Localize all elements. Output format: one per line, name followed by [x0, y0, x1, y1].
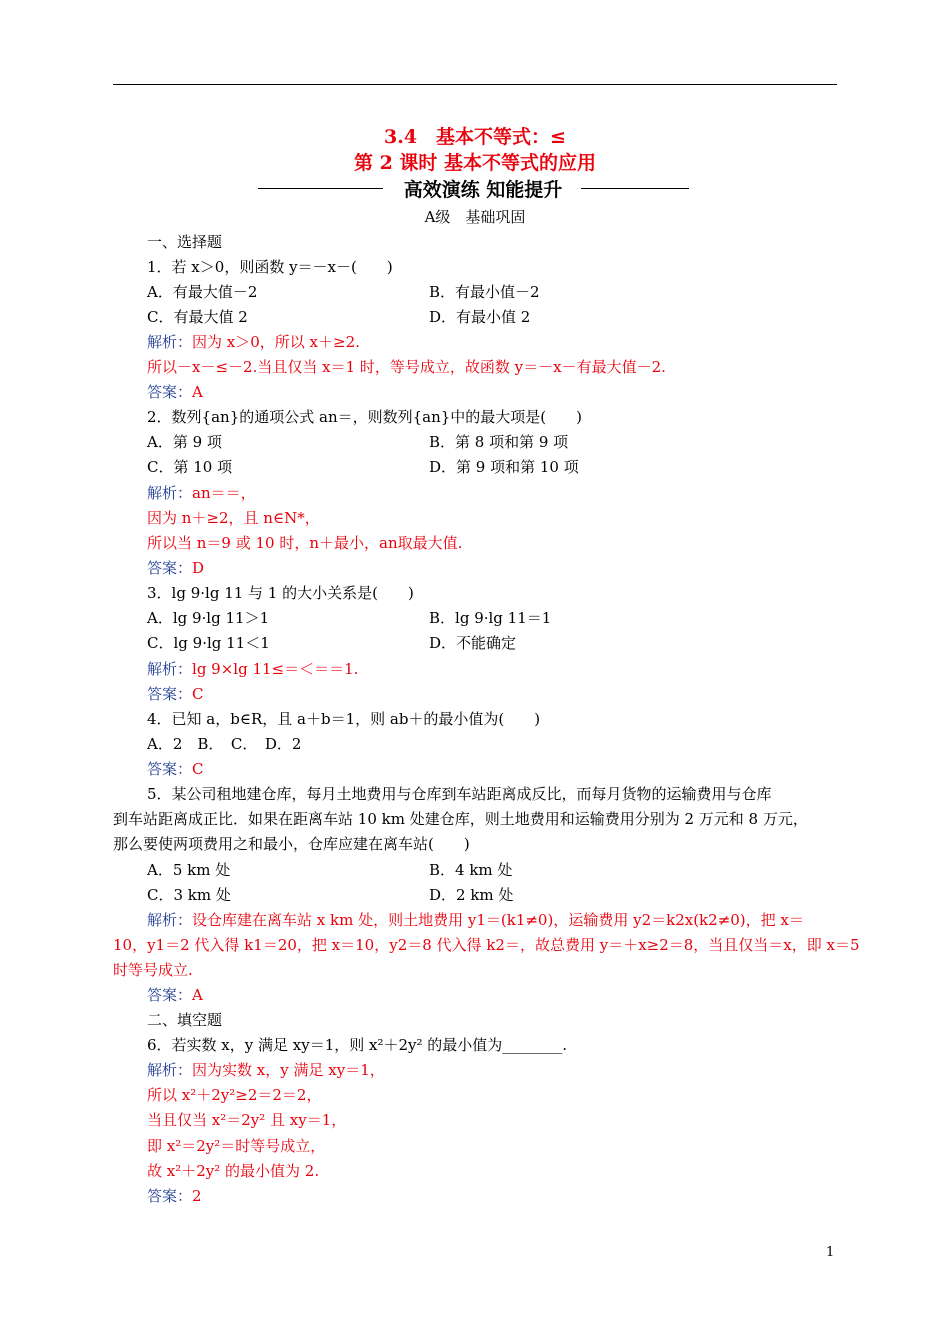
q6-stem: 6．若实数 x，y 满足 xy＝1，则 x²＋2y² 的最小值为________. — [147, 1036, 568, 1054]
q5-analysis-3: 时等号成立. — [113, 961, 193, 979]
q2-option-b: B．第 8 项和第 9 项 — [429, 433, 569, 451]
q5-option-d: D．2 km 处 — [429, 886, 514, 904]
q1-option-d: D．有最小值 2 — [429, 308, 531, 326]
banner-text: 高效演练 知能提升 — [403, 179, 563, 201]
analysis-label: 解析： — [147, 911, 193, 929]
analysis-label: 解析： — [147, 660, 193, 678]
q5-option-c: C．3 km 处 — [147, 886, 231, 904]
q3-answer — [147, 684, 204, 704]
q6-analysis-4: 即 x²＝2y²＝时等号成立， — [147, 1137, 326, 1155]
q5-analysis-2: 10，y1＝2 代入得 k1＝20，把 x＝10，y2＝8 代入得 k2＝，故总费用 y＝＋x≥2＝8，当且仅当＝x，即 x＝5 — [113, 936, 860, 954]
q5-analysis-1 — [147, 910, 804, 930]
q5-answer — [147, 985, 203, 1005]
title-line-2: 第 2 课时 基本不等式的应用 — [353, 152, 597, 174]
q2-option-c: C．第 10 项 — [147, 458, 233, 476]
q5-option-a: A．5 km 处 — [147, 861, 231, 879]
header-rule — [113, 84, 837, 85]
q1-option-a: A．有最大值－2 — [147, 283, 258, 301]
banner — [0, 173, 950, 203]
level-heading: A级 基础巩固 — [424, 208, 526, 226]
section-choice: 一、选择题 — [147, 233, 223, 251]
q6-answer — [147, 1186, 202, 1206]
banner-right-rule — [581, 188, 689, 189]
q6-analysis-5: 故 x²＋2y² 的最小值为 2. — [147, 1162, 320, 1180]
q6-analysis-1-text: 因为实数 x，y 满足 xy＝1， — [192, 1061, 385, 1079]
q1-analysis-1-text: 因为 x＞0，所以 x＋≥2. — [192, 333, 360, 351]
q2-stem: 2．数列{an}的通项公式 an＝，则数列{an}中的最大项是( ) — [147, 408, 583, 426]
q6-analysis-3: 当且仅当 x²＝2y² 且 xy＝1， — [147, 1111, 347, 1129]
q3-analysis-1-text: lg 9×lg 11≤＝＜＝＝1. — [192, 660, 359, 678]
q2-analysis-3: 所以当 n＝9 或 10 时，n＋最小，an取最大值. — [147, 534, 463, 552]
q6-analysis-1 — [147, 1060, 385, 1080]
q5-analysis-1-text: 设仓库建在离车站 x km 处，则土地费用 y1＝(k1≠0)，运输费用 y2＝k2x(k2≠0)，把 x＝ — [192, 911, 804, 929]
q4-stem: 4．已知 a，b∈R，且 a＋b＝1，则 ab＋的最小值为( ) — [147, 710, 541, 728]
q5-answer-value: A — [192, 986, 203, 1004]
q2-answer — [147, 558, 204, 578]
analysis-label: 解析： — [147, 1061, 193, 1079]
q3-option-d: D．不能确定 — [429, 634, 517, 652]
q2-analysis-2: 因为 n＋≥2，且 n∈N*， — [147, 509, 320, 527]
q1-analysis-1 — [147, 332, 360, 352]
q2-analysis-1 — [147, 483, 256, 503]
page-number: 1 — [826, 1245, 835, 1260]
banner-left-rule — [258, 188, 383, 189]
q5-stem-3: 那么要使两项费用之和最小，仓库应建在离车站( ) — [113, 835, 470, 853]
section-fill: 二、填空题 — [147, 1011, 223, 1029]
q6-analysis-2: 所以 x²＋2y²≥2＝2＝2， — [147, 1086, 322, 1104]
q1-analysis-2: 所以－x－≤－2.当且仅当 x＝1 时，等号成立，故函数 y＝－x－有最大值－2. — [147, 358, 666, 376]
q2-answer-value: D — [192, 559, 205, 577]
q1-stem: 1．若 x＞0，则函数 y＝－x－( ) — [147, 258, 393, 276]
title-line-1: 3.4 基本不等式：≤ — [384, 126, 566, 148]
q3-analysis-1 — [147, 659, 358, 679]
q1-answer — [147, 382, 203, 402]
q3-stem: 3．lg 9·lg 11 与 1 的大小关系是( ) — [147, 584, 414, 602]
q5-option-b: B．4 km 处 — [429, 861, 513, 879]
q1-answer-value: A — [192, 383, 203, 401]
analysis-label: 解析： — [147, 484, 193, 502]
q4-answer — [147, 759, 204, 779]
answer-label: 答案： — [147, 1187, 193, 1205]
q2-option-d: D．第 9 项和第 10 项 — [429, 458, 579, 476]
q3-option-a: A．lg 9·lg 11＞1 — [147, 609, 270, 627]
q5-stem-1: 5．某公司租地建仓库，每月土地费用与仓库到车站距离成反比，而每月货物的运输费用与仓库 — [147, 785, 772, 803]
q1-option-c: C．有最大值 2 — [147, 308, 248, 326]
answer-label: 答案： — [147, 760, 193, 778]
q4-options: A．2 B． C． D．2 — [147, 735, 302, 753]
q5-stem-2: 到车站距离成正比．如果在距离车站 10 km 处建仓库，则土地费用和运输费用分别为 2 万元和 8 万元， — [113, 810, 808, 828]
answer-label: 答案： — [147, 559, 193, 577]
q6-answer-value: 2 — [192, 1187, 202, 1205]
q3-option-b: B．lg 9·lg 11＝1 — [429, 609, 552, 627]
answer-label: 答案： — [147, 986, 193, 1004]
answer-label: 答案： — [147, 383, 193, 401]
answer-label: 答案： — [147, 685, 193, 703]
q3-option-c: C．lg 9·lg 11＜1 — [147, 634, 270, 652]
q2-option-a: A．第 9 项 — [147, 433, 222, 451]
q2-analysis-1-text: an＝＝， — [192, 484, 256, 502]
q3-answer-value: C — [192, 685, 204, 703]
analysis-label: 解析： — [147, 333, 193, 351]
q4-answer-value: C — [192, 760, 204, 778]
q1-option-b: B．有最小值－2 — [429, 283, 540, 301]
